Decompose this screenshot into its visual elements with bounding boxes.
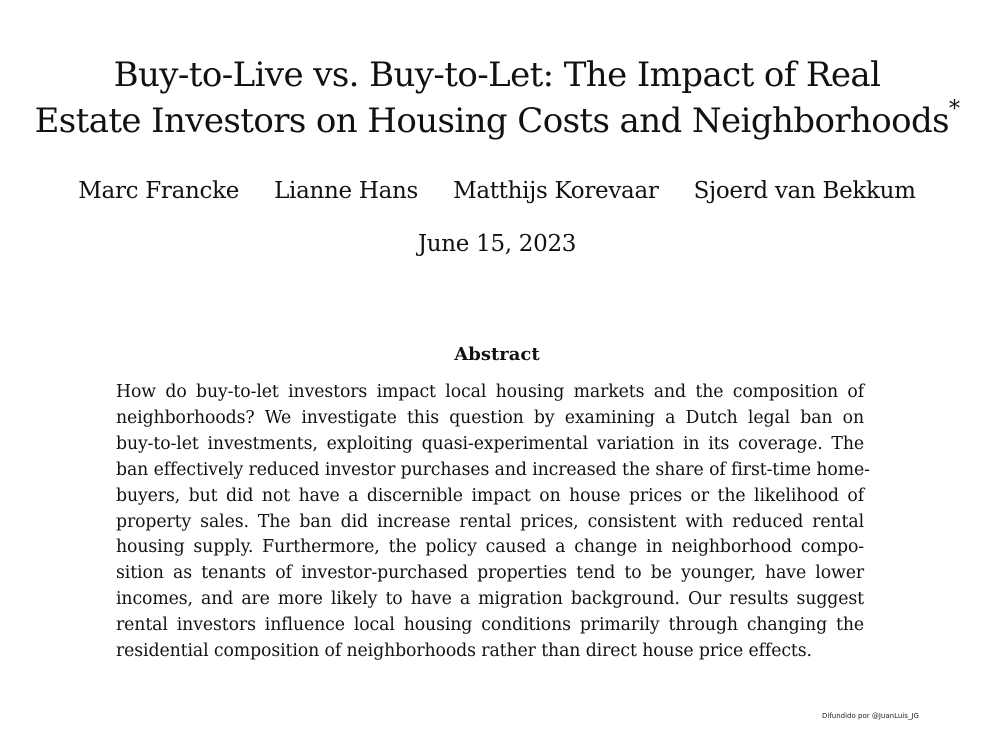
author-list [0, 176, 994, 206]
abstract-line: How do buy-to-let investors impact local housing markets and the composition of [116, 382, 864, 402]
author-name: Lianne Hans [274, 178, 419, 204]
author-name: Matthijs Korevaar [453, 178, 659, 204]
abstract-line: buy-to-let investments, exploiting quasi-experimental variation in its coverage. The [116, 433, 864, 454]
abstract-line: neighborhoods? We investigate this question by examining a Dutch legal ban on [116, 407, 864, 428]
title-line-1: Buy-to-Live vs. Buy-to-Let: The Impact of Real [113, 55, 881, 95]
watermark-credit: Difundido por @JuanLuis_JG [822, 712, 919, 720]
author-name: Sjoerd van Bekkum [693, 178, 916, 204]
abstract-line: buyers, but did not have a discernible impact on house prices or the likelihood of [116, 485, 864, 506]
abstract-line: property sales. The ban did increase rental prices, consistent with reduced rental [116, 511, 864, 532]
abstract-line: sition as tenants of investor-purchased properties tend to be younger, have lower [116, 563, 864, 584]
abstract-line: residential composition of neighborhoods rather than direct house price effects. [116, 641, 812, 662]
publication-date: June 15, 2023 [417, 231, 577, 257]
title-line-2 [0, 98, 994, 144]
abstract-line: ban effectively reduced investor purchases and increased the share of first-time home- [116, 459, 870, 480]
abstract-line: rental investors influence local housing conditions primarily through changing the [116, 615, 864, 636]
title-footnote-mark: * [949, 96, 960, 122]
paper-title [0, 52, 994, 144]
author-name: Marc Francke [78, 178, 240, 204]
abstract-text [116, 380, 870, 665]
abstract-line: incomes, and are more likely to have a migration background. Our results suggest [116, 589, 864, 610]
title-line-2-text: Estate Investors on Housing Costs and Neighborhoods [34, 101, 950, 141]
abstract-line: housing supply. Furthermore, the policy caused a change in neighborhood compo- [116, 537, 864, 558]
abstract-heading: Abstract [454, 344, 540, 365]
